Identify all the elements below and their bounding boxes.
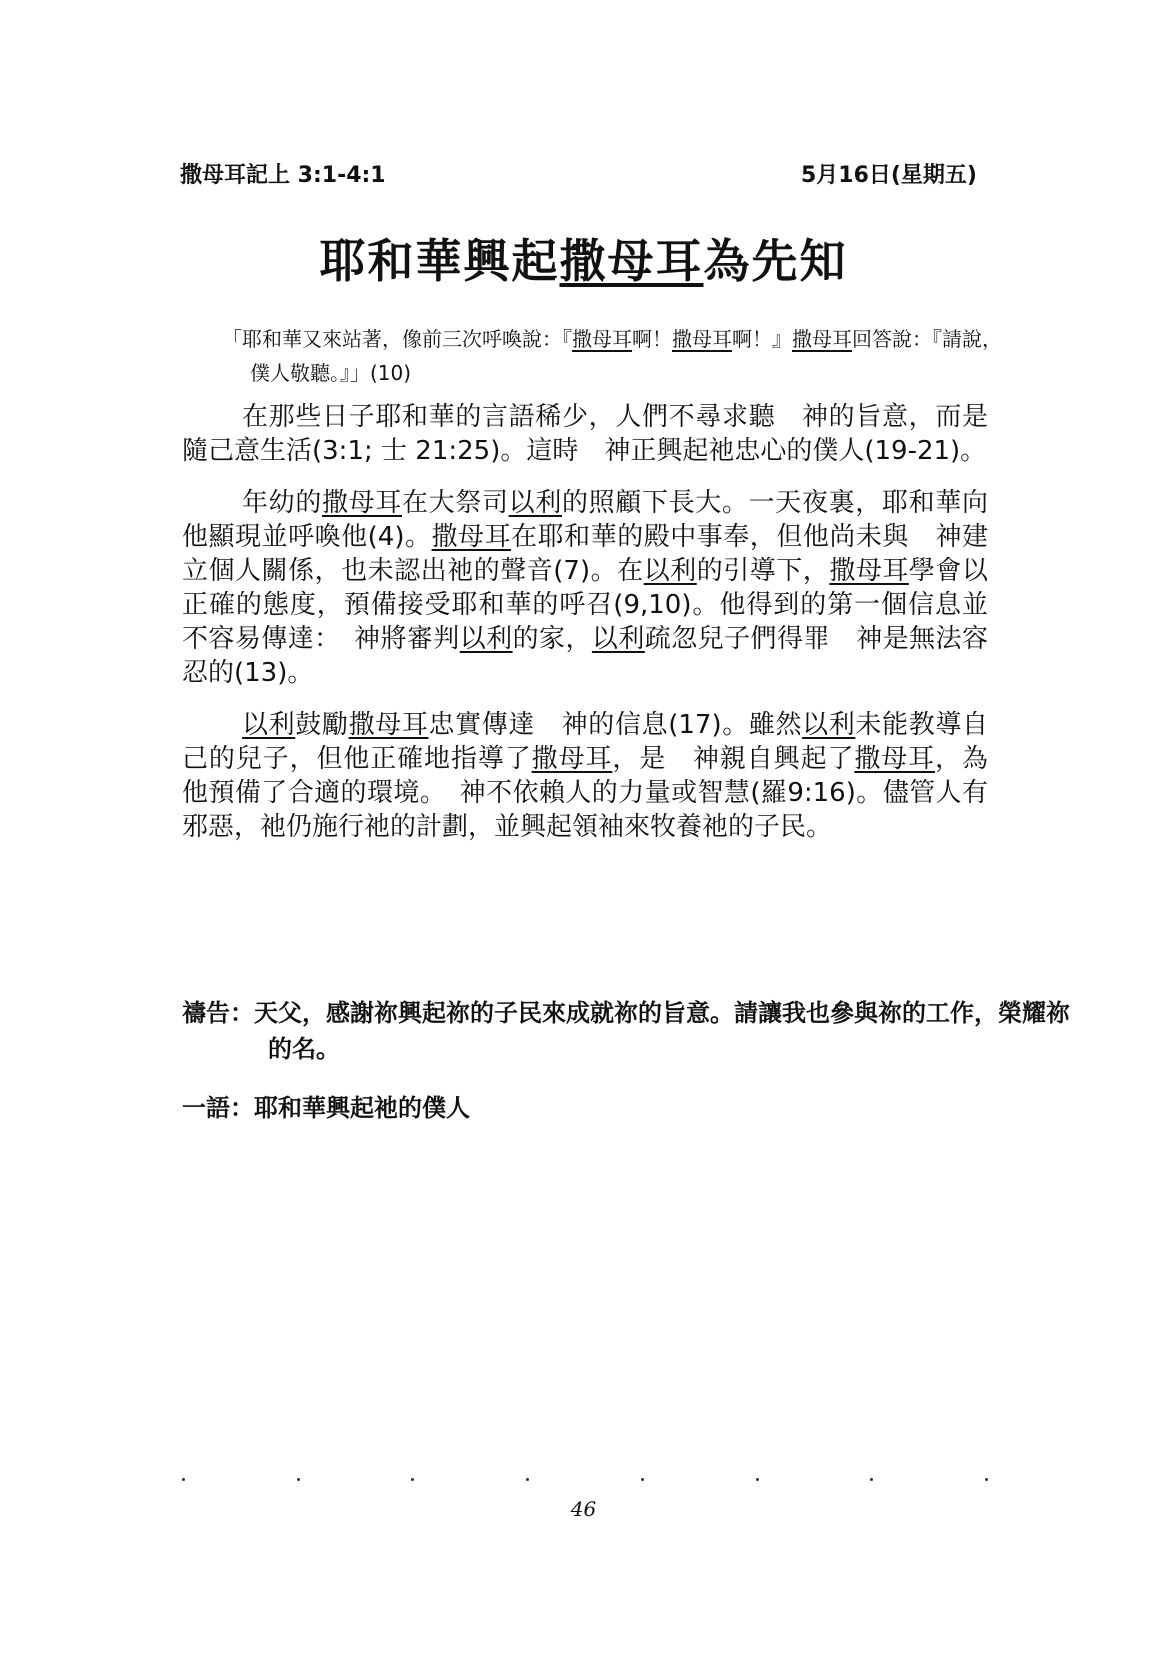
quote-text: 「耶和華又來站著，像前三次呼喚說：『	[222, 327, 572, 351]
reading-date: 5月16日(星期五)	[800, 163, 977, 188]
quote-text: 啊！	[632, 327, 672, 351]
motto-section	[182, 1090, 470, 1126]
scripture-reference: 撒母耳記上 3:1-4:1	[180, 163, 386, 188]
paragraph-text: 的照顧下長大。一天夜裏，耶和華向他顯現並呼喚他(4)。	[182, 488, 988, 552]
person-name: 以利	[242, 710, 296, 740]
key-verse-quote	[222, 322, 1010, 390]
paragraph-2	[182, 486, 988, 690]
paragraph-1: 在那些日子耶和華的言語稀少，人們不尋求聽 神的旨意，而是隨己意生活(3:1; 士 21:25)。這時 神正興起祂忠心的僕人(19-21)。	[182, 402, 988, 466]
person-name: 撒母耳	[531, 744, 613, 774]
person-name: 以利	[643, 556, 697, 586]
quote-name: 撒母耳	[792, 327, 852, 351]
quote-text: 啊！』	[732, 327, 792, 351]
title-part-1: 耶和華興起	[319, 234, 560, 288]
page-title	[0, 225, 1167, 291]
paragraph-text: 在耶和華的殿中事奉，但他尚未與 神建立個人關係，也未認出祂的聲音(7)。在	[182, 522, 988, 586]
prayer-text: 天父，感謝祢興起祢的子民來成就祢的旨意。請讓我也參與祢的工作，榮耀祢的名。	[254, 999, 1070, 1063]
page-number: 46	[570, 1497, 597, 1521]
quote-text: 回答說：『請說，僕人敬聽。』」(10)	[250, 327, 1002, 385]
devotional-body	[182, 400, 988, 862]
divider-dot	[297, 1478, 300, 1481]
quote-name: 撒母耳	[672, 327, 732, 351]
title-part-3: 為先知	[703, 234, 848, 288]
person-name: 撒母耳	[322, 488, 402, 518]
divider-dot	[641, 1478, 644, 1481]
paragraph-text: 忠實傳達 神的信息(17)。雖然	[428, 710, 803, 740]
person-name: 以利	[591, 624, 645, 654]
paragraph-text: ，為他預備了合適的環境。 神不依賴人的力量或智慧(羅9:16)。儘管人有邪惡，祂仍施行祂的計劃，並興起領袖來牧養祂的子民。	[182, 744, 988, 842]
person-name: 撒母耳	[829, 556, 909, 586]
prayer-section	[182, 995, 1078, 1067]
divider-dot	[526, 1478, 529, 1481]
divider-dot	[870, 1478, 873, 1481]
paragraph-text: 學會以正確的態度，預備接受耶和華的呼召(9,10)。他得到的第一個信息並不容易傳達： 神將審判	[182, 556, 988, 654]
quote-name: 撒母耳	[572, 327, 632, 351]
paragraph-text: 疏忽兒子們得罪 神是無法容忍的(13)。	[182, 624, 988, 688]
paragraph-text: 年幼的	[242, 488, 322, 518]
motto-label: 一語：	[182, 1094, 254, 1122]
paragraph-text: 鼓勵	[295, 710, 349, 740]
person-name: 撒母耳	[854, 744, 936, 774]
motto-text: 耶和華興起祂的僕人	[254, 1094, 470, 1122]
prayer-label: 禱告：	[182, 999, 254, 1027]
divider-dot	[985, 1478, 988, 1481]
person-name: 撒母耳	[431, 522, 512, 552]
divider-dot	[182, 1478, 185, 1481]
person-name: 以利	[508, 488, 562, 518]
paragraph-text: ，是 神親自興起了	[612, 744, 855, 774]
person-name: 撒母耳	[348, 710, 429, 740]
paragraph-text: 的家，	[512, 624, 592, 654]
divider-dot	[756, 1478, 759, 1481]
title-name-samuel: 撒母耳	[559, 234, 704, 288]
paragraph-3	[182, 708, 988, 844]
paragraph-text: 在大祭司	[402, 488, 509, 518]
footer-dot-leader	[182, 1478, 988, 1481]
divider-dot	[411, 1478, 414, 1481]
paragraph-text: 未能教導自己的兒子，但他正確地指導了	[182, 710, 988, 774]
person-name: 以利	[802, 710, 856, 740]
paragraph-text: 的引導下，	[696, 556, 830, 586]
person-name: 以利	[459, 624, 513, 654]
